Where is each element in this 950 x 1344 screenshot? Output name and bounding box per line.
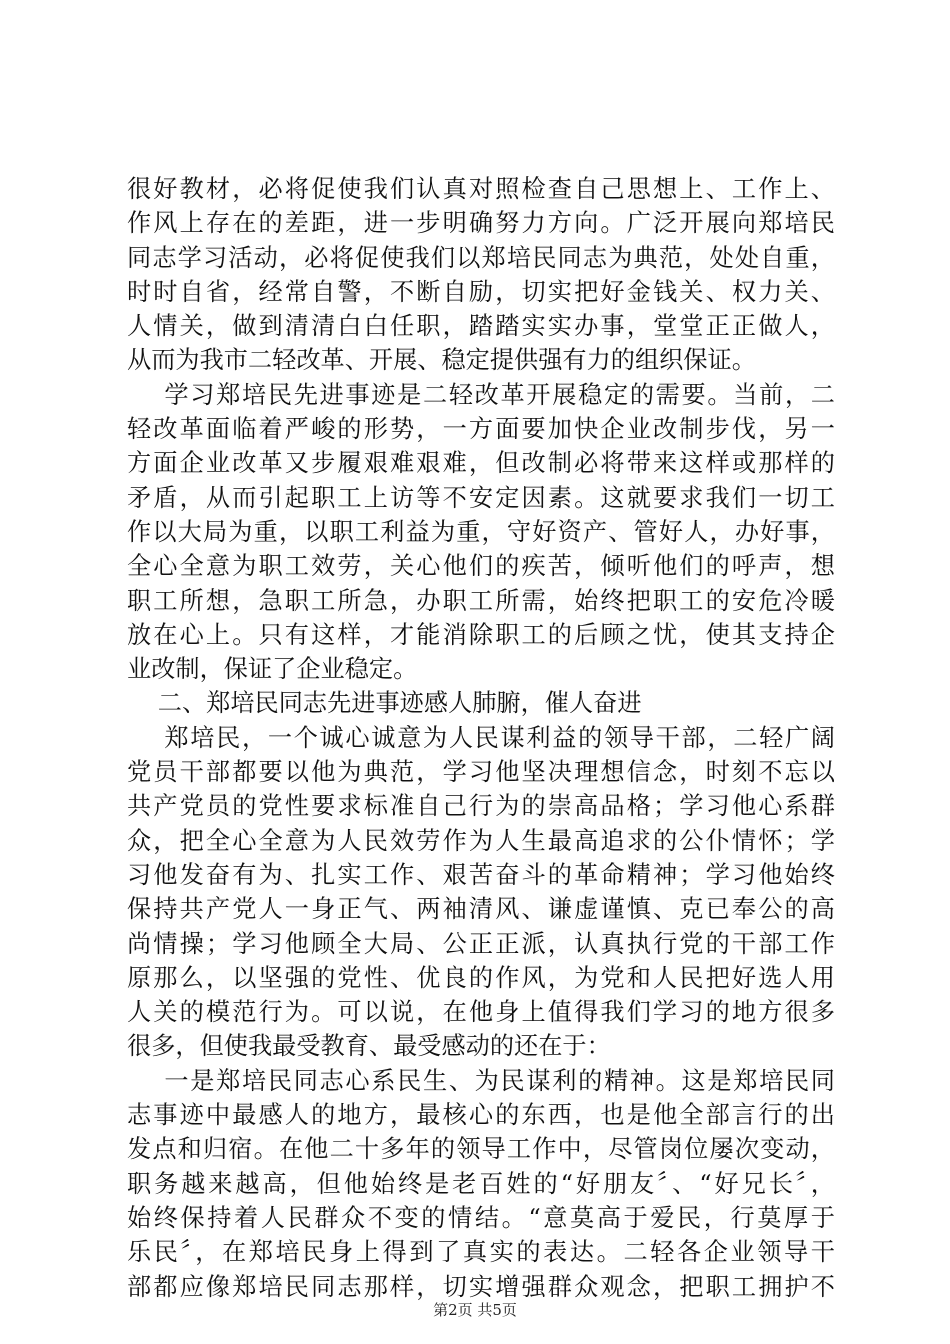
text-line: 部都应像郑培民同志那样，切实增强群众观念，把职工拥护不 xyxy=(127,1272,835,1301)
text-line: 郑培民，一个诚心诚意为人民谋利益的领导干部，二轻广阔 xyxy=(127,723,835,752)
text-line: 放在心上。只有这样，才能消除职工的后顾之忧，使其支持企 xyxy=(127,620,835,649)
text-line: 习他发奋有为、扎实工作、艰苦奋斗的革命精神；学习他始终 xyxy=(127,860,835,889)
text-line: 业改制，保证了企业稳定。 xyxy=(127,655,418,684)
text-line: 志事迹中最感人的地方，最核心的东西，也是他全部言行的出 xyxy=(127,1101,835,1130)
text-line: 矛盾，从而引起职工上访等不安定因素。这就要求我们一切工 xyxy=(127,483,835,512)
text-line: 职工所想，急职工所急，办职工所需，始终把职工的安危冷暖 xyxy=(127,586,835,615)
text-line: 作风上存在的差距，进一步明确努力方向。广泛开展向郑培民 xyxy=(127,209,835,238)
text-line: 始终保持着人民群众不变的情结。“意莫高于爱民，行莫厚于 xyxy=(127,1203,835,1232)
text-line: 从而为我市二轻改革、开展、稳定提供强有力的组织保证。 xyxy=(127,346,756,375)
text-line: 人关的模范行为。可以说，在他身上值得我们学习的地方很多 xyxy=(127,998,835,1027)
text-line: 共产党员的党性要求标准自己行为的崇高品格；学习他心系群 xyxy=(127,792,835,821)
text-line: 方面企业改革又步履艰难艰难，但改制必将带来这样或那样的 xyxy=(127,449,835,478)
text-line: 时时自省，经常自警，不断自励，切实把好金钱关、权力关、 xyxy=(127,277,835,306)
document-body xyxy=(127,172,835,1304)
text-line: 很好教材，必将促使我们认真对照检查自己思想上、工作上、 xyxy=(127,175,835,203)
text-line: 一是郑培民同志心系民生、为民谋利的精神。这是郑培民同 xyxy=(127,1066,835,1095)
text-line: 学习郑培民先进事迹是二轻改革开展稳定的需要。当前，二 xyxy=(127,380,835,409)
text-line: 党员干部都要以他为典范，学习他坚决理想信念，时刻不忘以 xyxy=(127,758,835,787)
text-line: 保持共产党人一身正气、两袖清风、谦虚谨慎、克已奉公的高 xyxy=(127,895,835,924)
text-line: 全心全意为职工效劳，关心他们的疾苦，倾听他们的呼声，想 xyxy=(127,552,835,581)
text-line: 尚情操；学习他顾全大局、公正正派，认真执行党的干部工作 xyxy=(127,929,835,958)
text-line: 二、郑培民同志先进事迹感人肺腑，催人奋进 xyxy=(127,689,642,718)
text-line: 轻改革面临着严峻的形势，一方面要加快企业改制步伐，另一 xyxy=(127,415,835,444)
text-line: 作以大局为重，以职工利益为重，守好资产、管好人，办好事， xyxy=(127,517,835,546)
text-line: 原那么，以坚强的党性、优良的作风，为党和人民把好选人用 xyxy=(127,963,835,992)
text-line: 同志学习活动，必将促使我们以郑培民同志为典范，处处自重， xyxy=(127,243,835,272)
text-line: 职务越来越高，但他始终是老百姓的“好朋友〞、“好兄长〞， xyxy=(127,1169,835,1198)
text-line: 很多，但使我最受教育、最受感动的还在于： xyxy=(127,1032,611,1061)
text-line: 乐民〞，在郑培民身上得到了真实的表达。二轻各企业领导干 xyxy=(127,1238,835,1267)
page-footer: 第2页 共5页 xyxy=(433,1301,517,1319)
text-line: 发点和归宿。在他二十多年的领导工作中，尽管岗位屡次变动， xyxy=(127,1135,835,1164)
text-line: 众，把全心全意为人民效劳作为人生最高追求的公仆情怀；学 xyxy=(127,826,835,855)
text-line: 人情关，做到清清白白任职，踏踏实实办事，堂堂正正做人， xyxy=(127,312,835,341)
